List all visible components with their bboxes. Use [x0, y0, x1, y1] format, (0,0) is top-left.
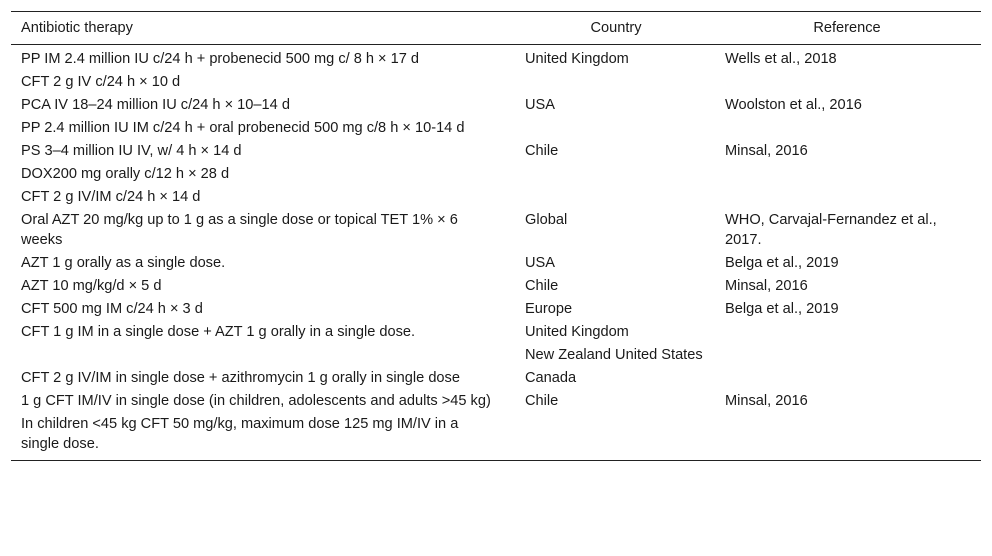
therapy-cell: [11, 367, 515, 390]
country-cell: [515, 390, 715, 456]
country-cell-line: Chile: [525, 143, 559, 159]
country-cell-line: United Kingdom: [525, 51, 629, 67]
country-cell-line: Chile: [525, 393, 559, 409]
therapy-cell: [11, 275, 515, 298]
country-cell-line: USA: [525, 97, 556, 113]
reference-cell-line: WHO, Carvajal-Fernandez et al., 2017.: [725, 212, 937, 248]
country-cell: [515, 48, 715, 94]
table-row: [11, 94, 981, 140]
reference-cell-line: Belga et al., 2019: [725, 255, 839, 271]
therapy-cell: [11, 390, 515, 456]
country-cell: [515, 209, 715, 252]
country-cell: [515, 298, 715, 321]
country-cell-line: Global: [525, 212, 568, 228]
country-cell: [515, 275, 715, 298]
table-row: [11, 298, 981, 321]
reference-cell-line: Wells et al., 2018: [725, 51, 837, 67]
country-cell: [515, 321, 715, 367]
therapy-cell-line: DOX200 mg orally c/12 h × 28 d: [21, 166, 230, 182]
table-row: [11, 275, 981, 298]
reference-cell: [715, 390, 981, 456]
therapy-cell: [11, 209, 515, 252]
therapy-cell: [11, 321, 515, 367]
table-row: [11, 390, 981, 456]
country-cell-line: Canada: [525, 370, 577, 386]
reference-cell: [715, 298, 981, 321]
country-cell-line: USA: [525, 255, 556, 271]
country-cell: [515, 252, 715, 275]
antibiotic-therapy-table: [11, 11, 981, 461]
country-cell-line: Chile: [525, 278, 559, 294]
therapy-cell: [11, 140, 515, 209]
country-cell: [515, 367, 715, 390]
reference-cell-line: Woolston et al., 2016: [725, 97, 862, 113]
therapy-cell-line: PS 3–4 million IU IV, w/ 4 h × 14 d: [21, 143, 242, 159]
country-cell-line: United Kingdom: [525, 324, 629, 340]
reference-cell: [715, 367, 981, 390]
table-row: [11, 48, 981, 94]
reference-cell-line: Minsal, 2016: [725, 143, 808, 159]
table-header-row: [11, 12, 981, 45]
therapy-cell-line: AZT 10 mg/kg/d × 5 d: [21, 278, 162, 294]
country-cell-line: Europe: [525, 301, 573, 317]
therapy-cell: [11, 48, 515, 94]
therapy-cell-line: Oral AZT 20 mg/kg up to 1 g as a single dose or topical TET 1% × 6 weeks: [21, 212, 458, 248]
header-country: Country: [590, 20, 642, 36]
reference-cell: [715, 140, 981, 209]
therapy-cell-line: CFT 2 g IV/IM in single dose + azithromycin 1 g orally in single dose: [21, 370, 460, 386]
therapy-cell-line: CFT 1 g IM in a single dose + AZT 1 g orally in a single dose.: [21, 324, 416, 340]
therapy-cell: [11, 252, 515, 275]
therapy-cell-line: PCA IV 18–24 million IU c/24 h × 10–14 d: [21, 97, 290, 113]
therapy-cell-line: 1 g CFT IM/IV in single dose (in children, adolescents and adults >45 kg): [21, 393, 491, 409]
reference-cell-line: Minsal, 2016: [725, 278, 808, 294]
country-cell-line: New Zealand United States: [525, 347, 703, 363]
therapy-cell-line: PP 2.4 million IU IM c/24 h + oral probenecid 500 mg c/8 h × 10-14 d: [21, 120, 465, 136]
header-antibiotic-therapy: Antibiotic therapy: [21, 20, 133, 36]
reference-cell: [715, 275, 981, 298]
country-cell: [515, 140, 715, 209]
reference-cell: [715, 209, 981, 252]
therapy-cell-line: CFT 2 g IV/IM c/24 h × 14 d: [21, 189, 201, 205]
therapy-cell-line: AZT 1 g orally as a single dose.: [21, 255, 226, 271]
country-cell: [515, 94, 715, 140]
therapy-cell-line: PP IM 2.4 million IU c/24 h + probenecid 500 mg c/ 8 h × 17 d: [21, 51, 420, 67]
reference-cell: [715, 321, 981, 367]
reference-cell-line: Minsal, 2016: [725, 393, 808, 409]
therapy-cell-line: In children <45 kg CFT 50 mg/kg, maximum dose 125 mg IM/IV in a single dose.: [21, 416, 459, 452]
therapy-cell-line: CFT 500 mg IM c/24 h × 3 d: [21, 301, 203, 317]
reference-cell: [715, 252, 981, 275]
table-row: [11, 321, 981, 367]
reference-cell-line: Belga et al., 2019: [725, 301, 839, 317]
table-row: [11, 367, 981, 390]
table-row: [11, 209, 981, 252]
table-body: [11, 45, 981, 460]
table-row: [11, 140, 981, 209]
reference-cell: [715, 48, 981, 94]
therapy-cell: [11, 298, 515, 321]
header-reference: Reference: [813, 20, 881, 36]
table-row: [11, 252, 981, 275]
therapy-cell: [11, 94, 515, 140]
reference-cell: [715, 94, 981, 140]
therapy-cell-line: CFT 2 g IV c/24 h × 10 d: [21, 74, 181, 90]
